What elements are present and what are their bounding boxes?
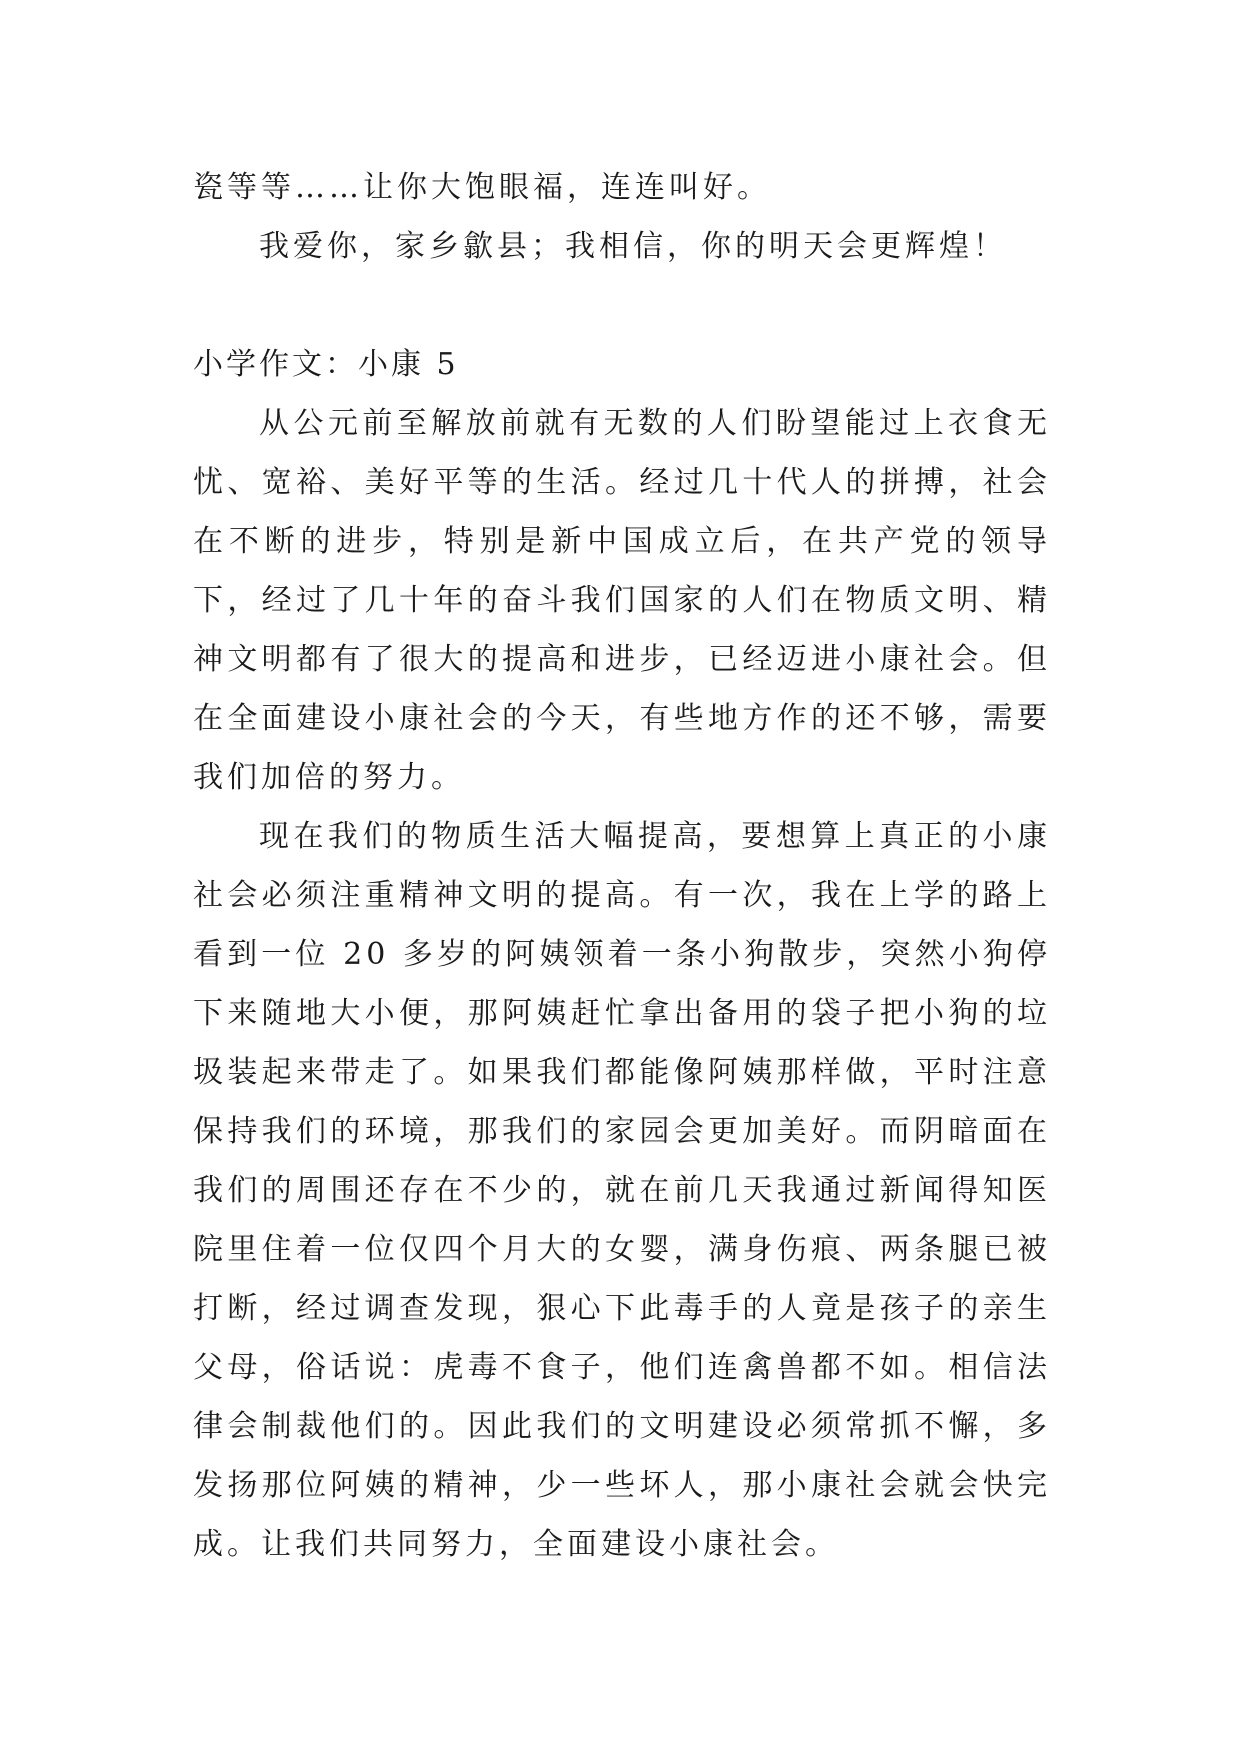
section-title: 小学作文：小康 5: [193, 347, 459, 382]
continuation-paragraph: 瓷等等……让你大饱眼福，连连叫好。: [193, 170, 771, 205]
document-body: [193, 158, 1051, 1574]
section-spacer: [193, 276, 1051, 335]
closing-paragraph: 我爱你，家乡歙县；我相信，你的明天会更辉煌！: [259, 229, 1007, 264]
body-paragraph: 现在我们的物质生活大幅提高，要想算上真正的小康社会必须注重精神文明的提高。有一次，我在上学的路上看到一位 20 多岁的阿姨领着一条小狗散步，突然小狗停下来随地大小便，那阿姨赶忙拿出备用的袋子把小狗的垃圾装起来带走了。如果我们都能像阿姨那样做，平时注意保持我们的环境，那我们的家园会更加美好。而阴暗面在我们的周围还存在不少的，就在前几天我通过新闻得知医院里住着一位仅四个月大的女婴，满身伤痕、两条腿已被打断，经过调查发现，狠心下此毒手的人竟是孩子的亲生父母，俗话说：虎毒不食子，他们连禽兽都不如。相信法律会制裁他们的。因此我们的文明建设必须常抓不懈，多发扬那位阿姨的精神，少一些坏人，那小康社会就会快完成。让我们共同努力，全面建设小康社会。: [193, 819, 1051, 1562]
body-paragraph: 从公元前至解放前就有无数的人们盼望能过上衣食无忧、宽裕、美好平等的生活。经过几十代人的拼搏，社会在不断的进步，特别是新中国成立后，在共产党的领导下，经过了几十年的奋斗我们国家的人们在物质文明、精神文明都有了很大的提高和进步，已经迈进小康社会。但在全面建设小康社会的今天，有些地方作的还不够，需要我们加倍的努力。: [193, 406, 1051, 795]
